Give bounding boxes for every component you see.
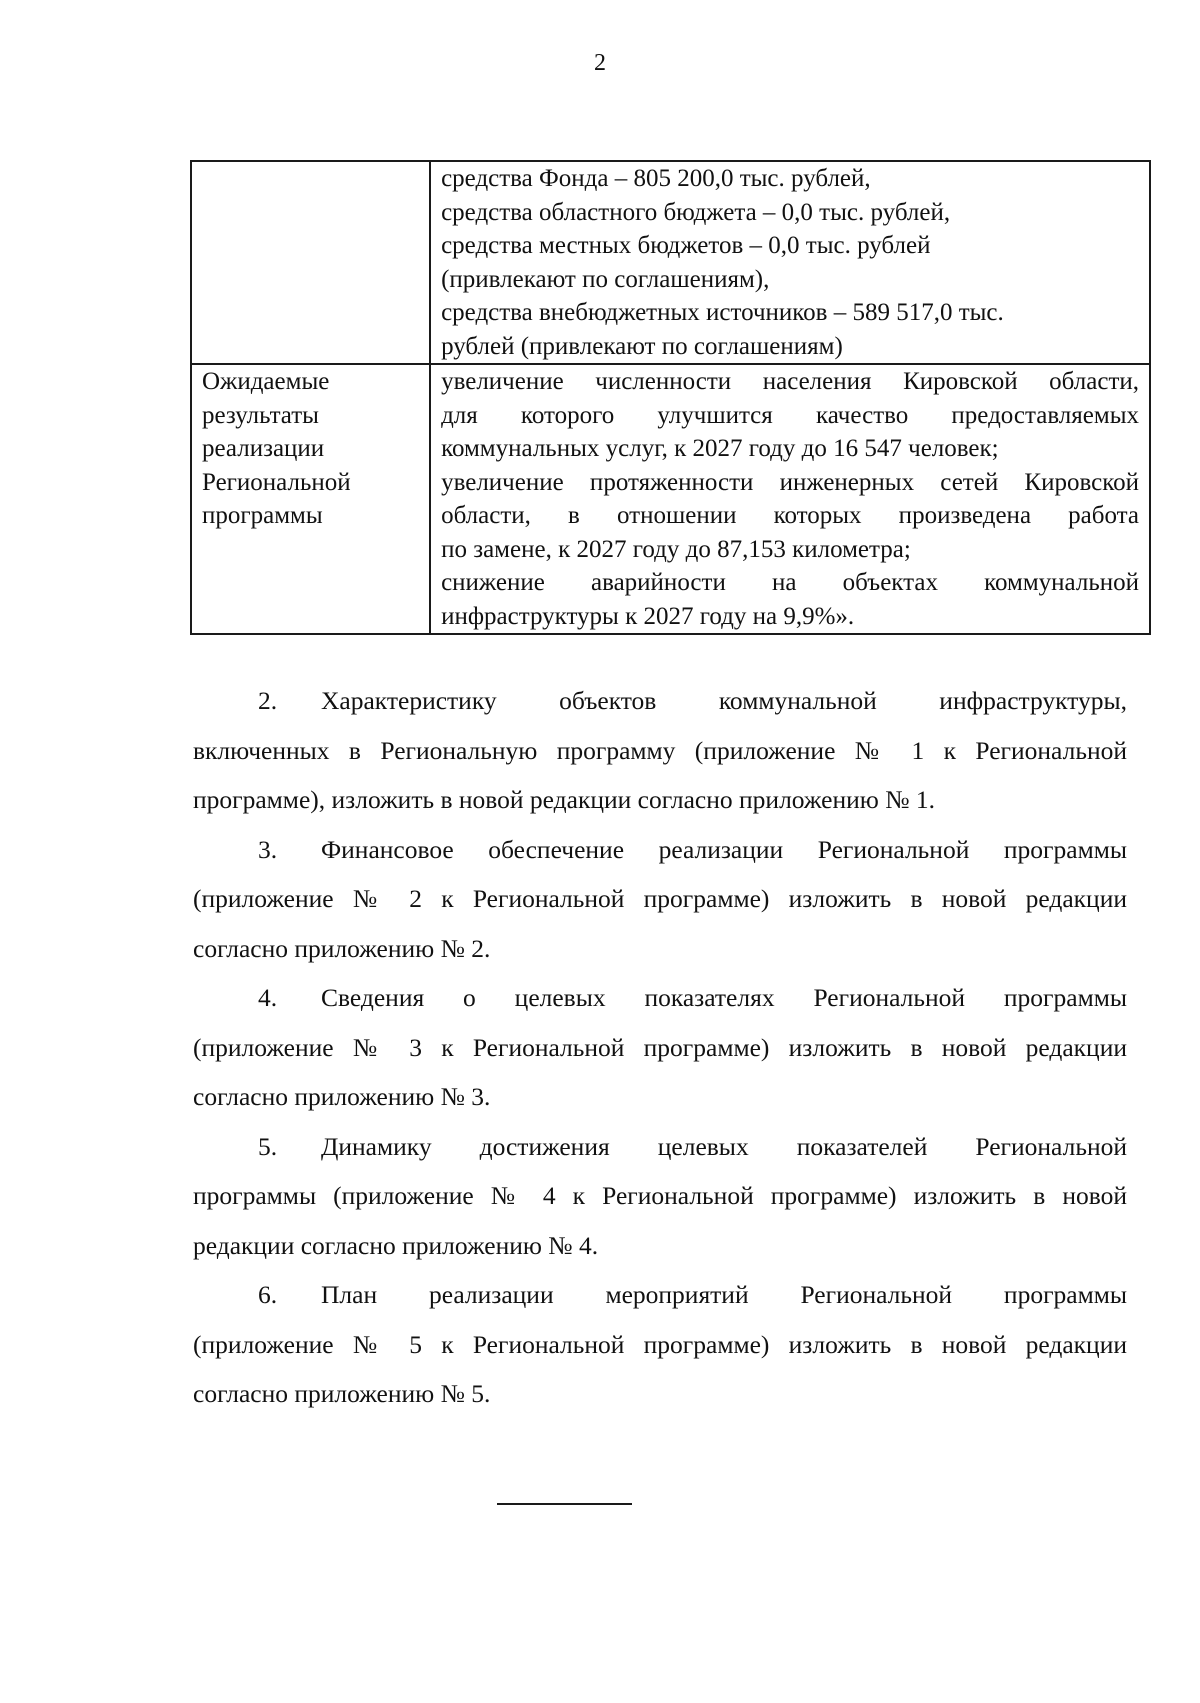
- paragraph-first-line-text: Динамику достижения целевых показателей Региональной: [321, 1131, 1127, 1161]
- funding-line: средства Фонда – 805 200,0 тыс. рублей,: [441, 165, 871, 192]
- paragraph-line: включенных в Региональную программу (приложение № 1 к Региональной: [193, 735, 1127, 765]
- expected-results-value-cell: [430, 364, 1150, 634]
- paragraph-line: (приложение № 2 к Региональной программе) изложить в новой редакции: [193, 884, 1127, 913]
- paragraph-line: согласно приложению № 5.: [193, 1379, 491, 1408]
- result-line: увеличение протяженности инженерных сетей Кировской: [441, 468, 1139, 496]
- funding-label-cell: [191, 161, 430, 364]
- label-line: Региональной: [202, 468, 351, 496]
- paragraph-6: [193, 1270, 1127, 1419]
- paragraph-first-line-text: Сведения о целевых показателях Региональной программы: [321, 983, 1127, 1012]
- paragraph-first-line: [193, 973, 1127, 1023]
- result-line: увеличение численности населения Кировской области,: [441, 368, 1139, 395]
- paragraph-number: 6.: [258, 1280, 278, 1309]
- label-line: Ожидаемые: [202, 368, 330, 395]
- paragraph-line: согласно приложению № 2.: [193, 933, 491, 963]
- funding-line: средства областного бюджета – 0,0 тыс. рублей,: [441, 198, 951, 226]
- funding-line: средства внебюджетных источников – 589 517,0 тыс.: [441, 299, 1004, 326]
- result-line: снижение аварийности на объектах коммунальной: [441, 569, 1139, 596]
- result-line: коммунальных услуг, к 2027 году до 16 547 человек;: [441, 435, 999, 462]
- page-number: 2: [594, 50, 606, 76]
- paragraph-first-line: [193, 676, 1127, 726]
- paragraph-3: [193, 825, 1127, 974]
- paragraph-number: 2.: [258, 686, 278, 715]
- paragraph-first-line-text: Финансовое обеспечение реализации Региональной программы: [321, 834, 1127, 864]
- funding-value-cell: [430, 161, 1150, 364]
- label-line: результаты: [202, 401, 319, 429]
- expected-results-label-cell: [191, 364, 430, 634]
- paragraph-line: (приложение № 5 к Региональной программе) изложить в новой редакции: [193, 1329, 1127, 1359]
- result-line: инфраструктуры к 2027 году на 9,9%».: [441, 602, 855, 630]
- label-line: программы: [202, 502, 323, 529]
- paragraph-number: 3.: [258, 834, 278, 864]
- funding-line: рублей (привлекают по соглашениям): [441, 332, 843, 360]
- program-passport-table: [190, 160, 1151, 635]
- paragraph-2: [193, 676, 1127, 825]
- table-row-funding: [191, 161, 1150, 364]
- body-text: [193, 676, 1127, 1419]
- paragraph-first-line-text: Характеристику объектов коммунальной инфраструктуры,: [321, 686, 1127, 715]
- paragraph-first-line-text: План реализации мероприятий Региональной программы: [321, 1280, 1127, 1309]
- table-row-expected-results: [191, 364, 1150, 634]
- end-of-document-rule: [497, 1503, 632, 1505]
- funding-line: (привлекают по соглашениям),: [441, 265, 770, 293]
- paragraph-first-line: [193, 1122, 1127, 1172]
- paragraph-line: программы (приложение № 4 к Региональной программе) изложить в новой: [193, 1181, 1127, 1210]
- result-line: по замене, к 2027 году до 87,153 километра;: [441, 535, 911, 563]
- paragraph-number: 4.: [258, 983, 278, 1012]
- paragraph-first-line: [193, 1270, 1127, 1320]
- paragraph-4: [193, 973, 1127, 1122]
- paragraph-line: согласно приложению № 3.: [193, 1082, 491, 1111]
- paragraph-line: (приложение № 3 к Региональной программе) изложить в новой редакции: [193, 1032, 1127, 1062]
- paragraph-line: программе), изложить в новой редакции согласно приложению № 1.: [193, 785, 936, 814]
- result-line: для которого улучшится качество предоставляемых: [441, 401, 1139, 429]
- paragraph-first-line: [193, 825, 1127, 875]
- funding-line: средства местных бюджетов – 0,0 тыс. рублей: [441, 232, 931, 259]
- paragraph-5: [193, 1122, 1127, 1271]
- paragraph-number: 5.: [258, 1131, 278, 1161]
- label-line: реализации: [202, 435, 325, 462]
- paragraph-line: редакции согласно приложению № 4.: [193, 1230, 599, 1260]
- result-line: области, в отношении которых произведена работа: [441, 502, 1139, 529]
